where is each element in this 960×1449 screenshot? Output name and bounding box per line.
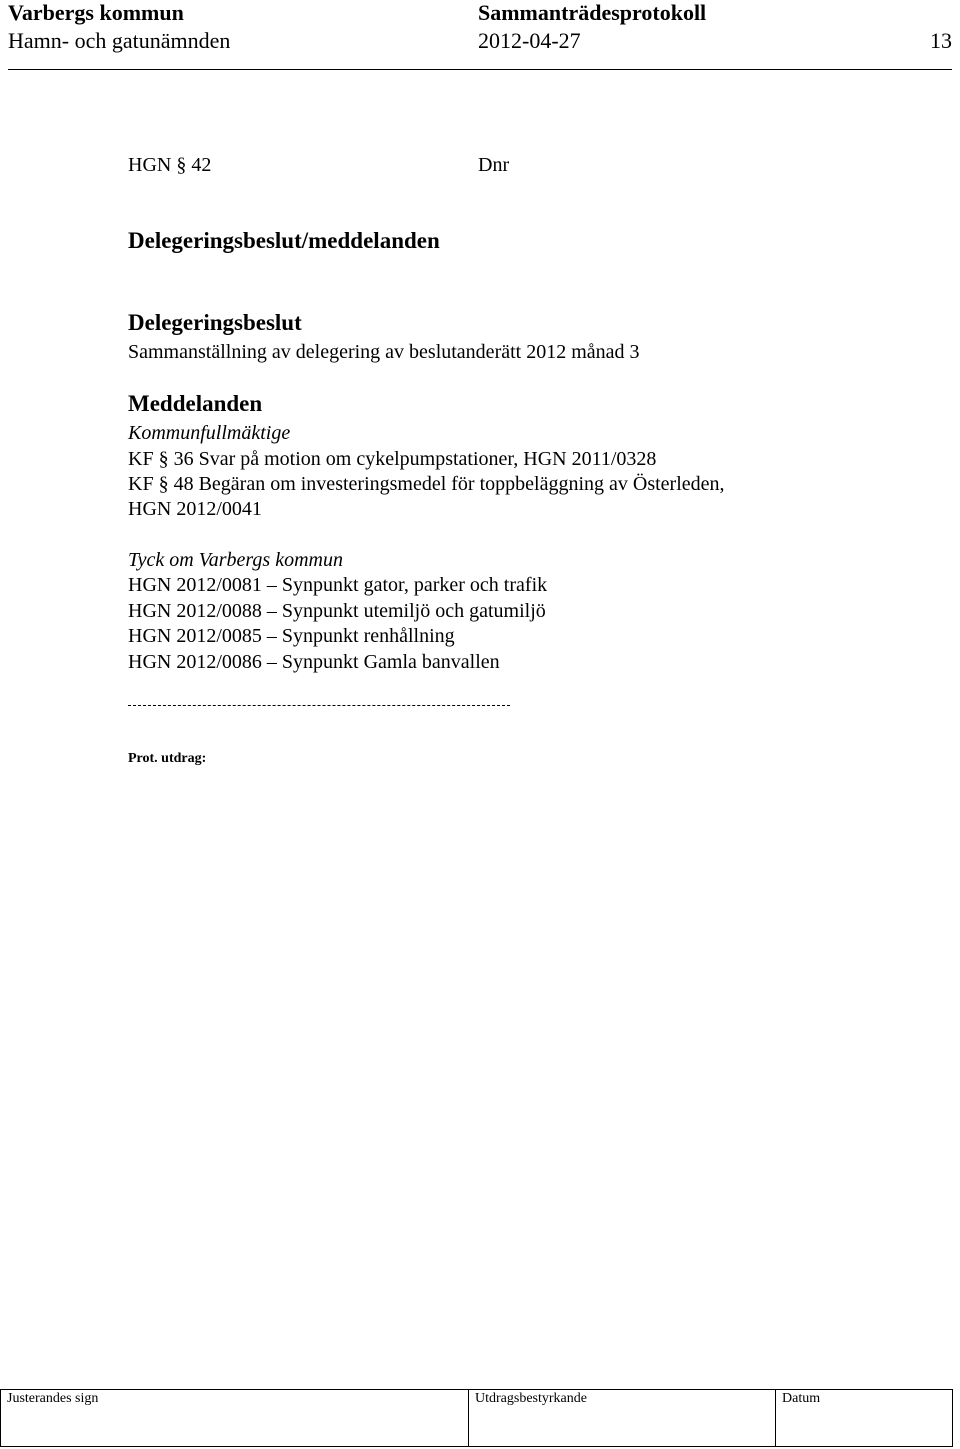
list-item: HGN 2012/0086 – Synpunkt Gamla banvallen bbox=[128, 651, 500, 673]
list-item: KF § 48 Begäran om investeringsmedel för toppbeläggning av Österleden, bbox=[128, 473, 725, 495]
adjuster-sign-cell bbox=[1, 1390, 469, 1447]
page-title: Delegeringsbeslut/meddelanden bbox=[128, 228, 440, 253]
council-subheading: Kommunfullmäktige bbox=[128, 422, 291, 444]
dnr-label: Dnr bbox=[478, 154, 510, 176]
list-item: HGN 2012/0081 – Synpunkt gator, parker och trafik bbox=[128, 574, 548, 596]
page-number: 13 bbox=[930, 28, 952, 53]
delegation-heading: Delegeringsbeslut bbox=[128, 310, 302, 335]
meeting-date: 2012-04-27 bbox=[478, 28, 581, 53]
list-item: HGN 2012/0041 bbox=[128, 498, 262, 520]
messages-heading: Meddelanden bbox=[128, 391, 263, 416]
feedback-subheading: Tyck om Varbergs kommun bbox=[128, 549, 343, 571]
delegation-text: Sammanställning av delegering av beslutanderätt 2012 månad 3 bbox=[128, 341, 640, 363]
list-item: KF § 36 Svar på motion om cykelpumpstationer, HGN 2011/0328 bbox=[128, 448, 657, 470]
organization-name: Varbergs kommun bbox=[8, 0, 184, 25]
document-type: Sammanträdesprotokoll bbox=[478, 0, 707, 25]
date-cell bbox=[776, 1390, 953, 1447]
extract-certifier-label: Utdragsbestyrkande bbox=[475, 1391, 587, 1406]
committee-name: Hamn- och gatunämnden bbox=[8, 28, 231, 53]
list-item: HGN 2012/0085 – Synpunkt renhållning bbox=[128, 625, 455, 647]
header-divider bbox=[8, 69, 952, 70]
adjuster-sign-label: Justerandes sign bbox=[7, 1391, 99, 1406]
date-label: Datum bbox=[782, 1391, 821, 1406]
protocol-extract-label: Prot. utdrag: bbox=[128, 751, 207, 766]
dashed-separator bbox=[128, 705, 510, 706]
signature-table bbox=[0, 1389, 953, 1447]
case-reference: HGN § 42 bbox=[128, 154, 212, 176]
extract-certifier-cell bbox=[469, 1390, 776, 1447]
list-item: HGN 2012/0088 – Synpunkt utemiljö och gatumiljö bbox=[128, 600, 546, 622]
